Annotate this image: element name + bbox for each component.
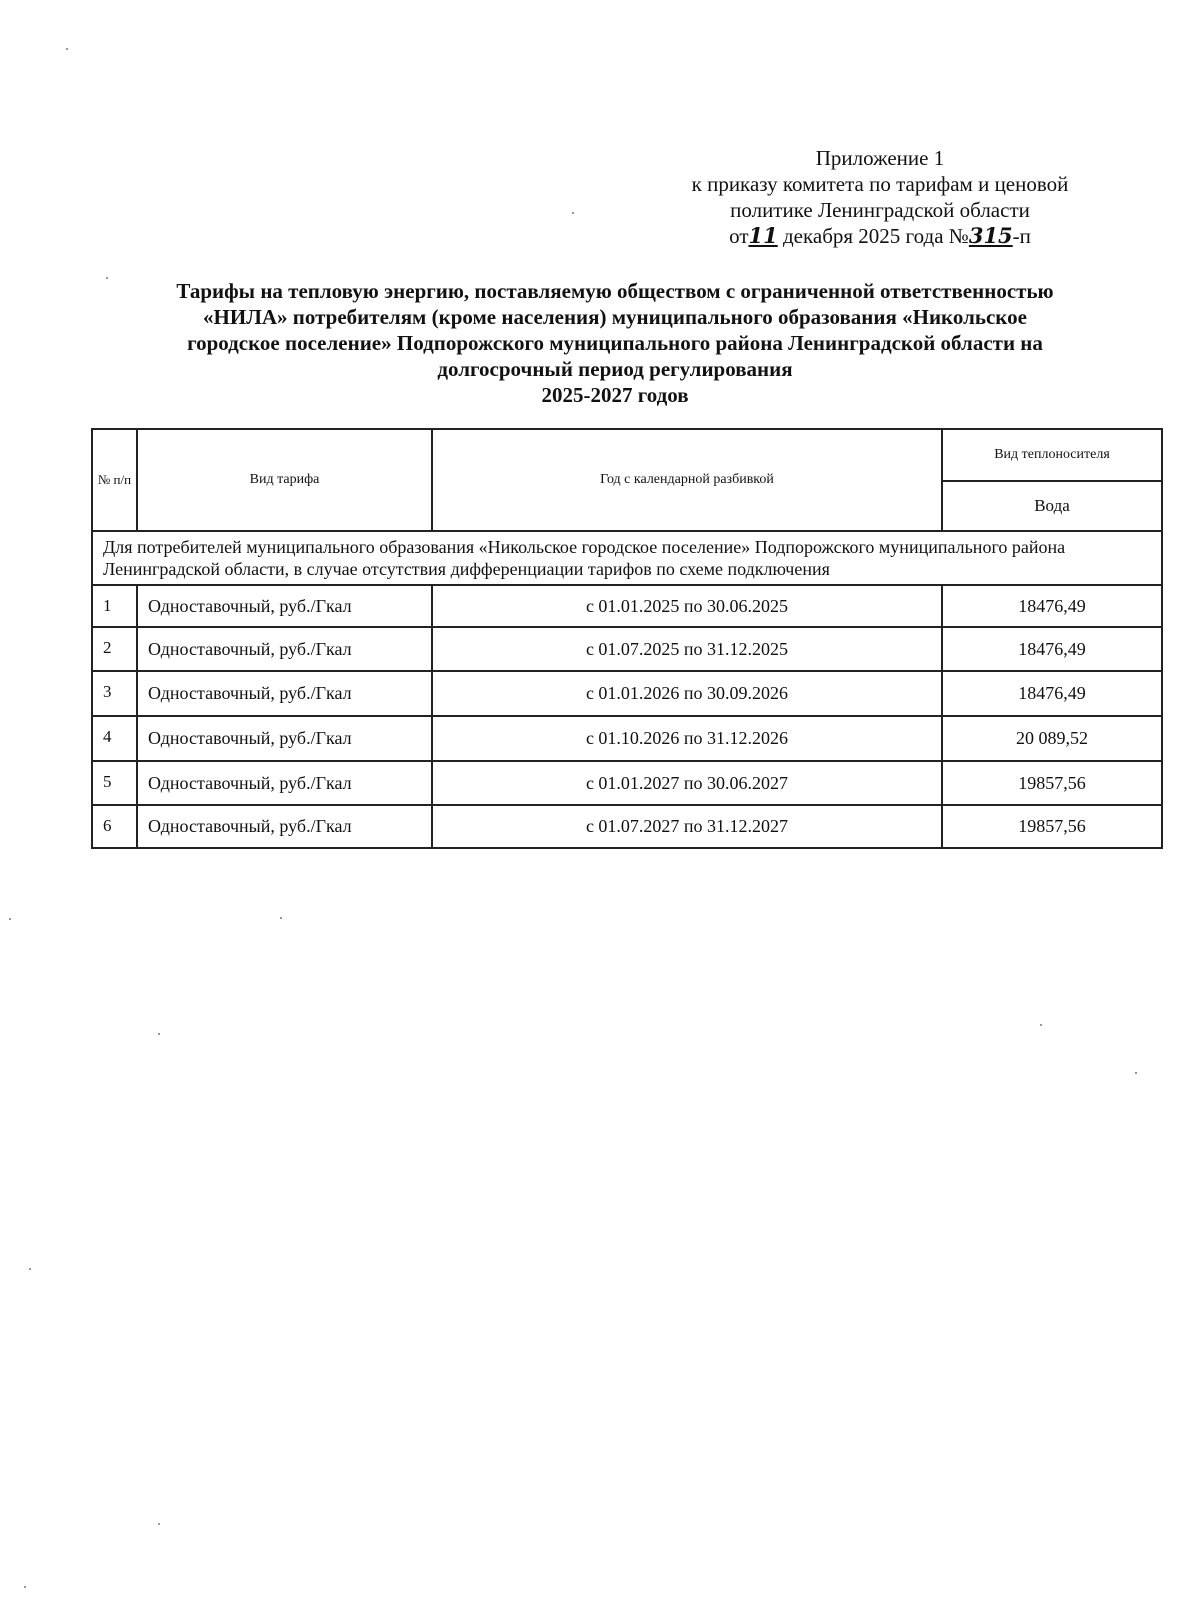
header-period: Год с календарной разбивкой [432,429,942,531]
header-number: № п/п [92,429,137,531]
row-number: 1 [92,585,137,627]
appendix-line-3: политике Ленинградской области [730,198,1030,222]
appendix-line-1: Приложение 1 [815,146,945,170]
date-mid: декабря 2025 года № [782,224,969,248]
table-row [92,671,1162,716]
scan-speck [29,1268,31,1270]
table-row [92,627,1162,671]
table-group-row [92,531,1162,585]
row-period: с 01.01.2027 по 30.06.2027 [432,761,942,805]
row-tariff-type: Одноставочный, руб./Гкал [137,716,432,761]
title-line-3: городское поселение» Подпорожского муниципального района Ленинградской области на [187,331,1043,355]
row-period: с 01.07.2027 по 31.12.2027 [432,805,942,848]
row-number: 4 [92,716,137,761]
date-suffix: -п [1012,224,1031,248]
header-tariff-type: Вид тарифа [137,429,432,531]
table-row [92,716,1162,761]
row-period: с 01.01.2026 по 30.09.2026 [432,671,942,716]
scan-speck [1040,1024,1042,1026]
scan-speck [158,1033,160,1035]
row-value: 18476,49 [942,671,1162,716]
scan-speck [572,212,574,214]
table-row [92,585,1162,627]
row-number: 2 [92,627,137,671]
row-tariff-type: Одноставочный, руб./Гкал [137,805,432,848]
row-number: 6 [92,805,137,848]
row-tariff-type: Одноставочный, руб./Гкал [137,671,432,716]
row-tariff-type: Одноставочный, руб./Гкал [137,761,432,805]
row-number: 5 [92,761,137,805]
tariff-table [91,428,1163,849]
row-value: 18476,49 [942,627,1162,671]
row-value: 19857,56 [942,805,1162,848]
table-header-row [92,429,1162,481]
row-tariff-type: Одноставочный, руб./Гкал [137,585,432,627]
document-title [110,278,1120,408]
header-water: Вода [942,481,1162,531]
appendix-line-2: к приказу комитета по тарифам и ценовой [691,172,1069,196]
date-prefix: от [729,224,749,248]
row-value: 19857,56 [942,761,1162,805]
row-period: с 01.01.2025 по 30.06.2025 [432,585,942,627]
scan-speck [158,1523,160,1525]
table-row [92,805,1162,848]
title-line-4: долгосрочный период регулирования [437,357,793,381]
table-row [92,761,1162,805]
scan-speck [280,917,282,919]
group-description: Для потребителей муниципального образования «Никольское городское поселение» Подпорожского муниципального района Ленинградской области, в случае отсутствия дифференциации тарифов по схеме подключения [92,531,1162,585]
title-line-5: 2025-2027 годов [541,383,689,407]
title-line-1: Тарифы на тепловую энергию, поставляемую обществом с ограниченной ответственностью [176,279,1054,303]
scan-speck [9,918,11,920]
scan-speck [24,1586,26,1588]
row-value: 20 089,52 [942,716,1162,761]
appendix-header [640,145,1120,249]
appendix-date-line [640,223,1120,249]
scan-speck [106,277,108,279]
scan-speck [66,48,68,50]
header-carrier: Вид теплоносителя [942,429,1162,481]
scan-speck [1135,1072,1137,1074]
date-day-handwritten: 11 [748,223,778,248]
row-period: с 01.10.2026 по 31.12.2026 [432,716,942,761]
row-period: с 01.07.2025 по 31.12.2025 [432,627,942,671]
order-number-handwritten: 315 [968,223,1013,248]
row-tariff-type: Одноставочный, руб./Гкал [137,627,432,671]
row-number: 3 [92,671,137,716]
row-value: 18476,49 [942,585,1162,627]
title-line-2: «НИЛА» потребителям (кроме населения) муниципального образования «Никольское [203,305,1027,329]
